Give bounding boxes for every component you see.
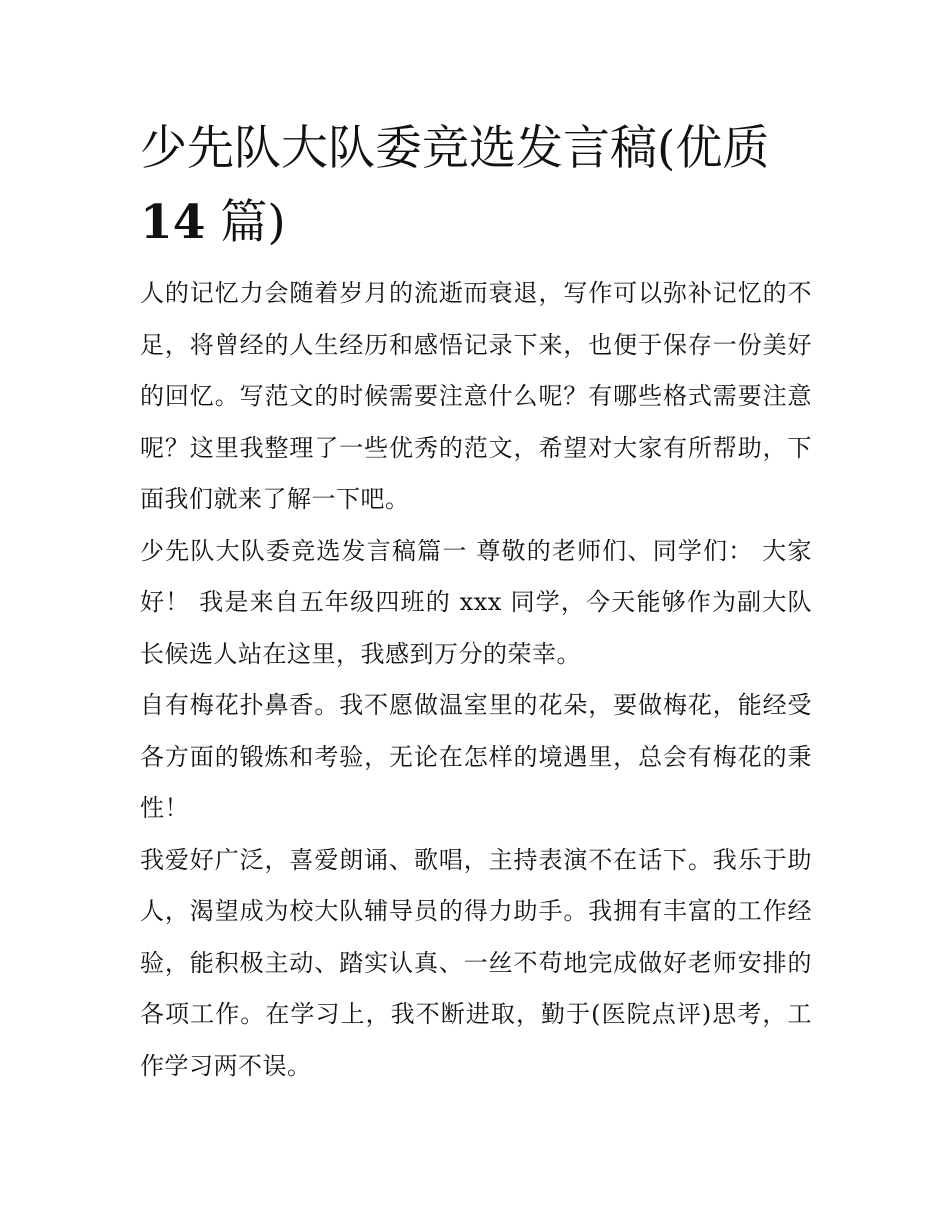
intro-paragraph: 人的记忆力会随着岁月的流逝而衰退，写作可以弥补记忆的不足，将曾经的人生经历和感悟记录下来，也便于保存一份美好的回忆。写范文的时候需要注意什么呢？有哪些格式需要注意呢？这里我整理了一些优秀的范文，希望对大家有所帮助，下面我们就来了解一下吧。 [140,279,812,513]
hobbies-paragraph: 我爱好广泛，喜爱朗诵、歌唱，主持表演不在话下。我乐于助人，渴望成为校大队辅导员的得力助手。我拥有丰富的工作经验，能积极主动、踏实认真、一丝不苟地完成做好老师安排的各项工作。在学习上，我不断进取，勤于(医院点评)思考，工作学习两不误。 [140,845,812,1080]
document-content [140,112,812,1092]
title-number: 14 [140,195,206,250]
title-line-2: 篇) [205,195,286,250]
document-title [140,112,812,260]
plum-blossom-paragraph: 自有梅花扑鼻香。我不愿做温室里的花朵，要做梅花，能经受各方面的锻炼和考验，无论在怎样的境遇里，总会有梅花的秉性！ [140,691,812,822]
title-line-1: 少先队大队委竞选发言稿(优质 [140,121,770,176]
speech-opening-paragraph: 少先队大队委竞选发言稿篇一 尊敬的老师们、同学们： 大家好！ 我是来自五年级四班的 xxx 同学，今天能够作为副大队长候选人站在这里，我感到万分的荣幸。 [140,536,812,668]
